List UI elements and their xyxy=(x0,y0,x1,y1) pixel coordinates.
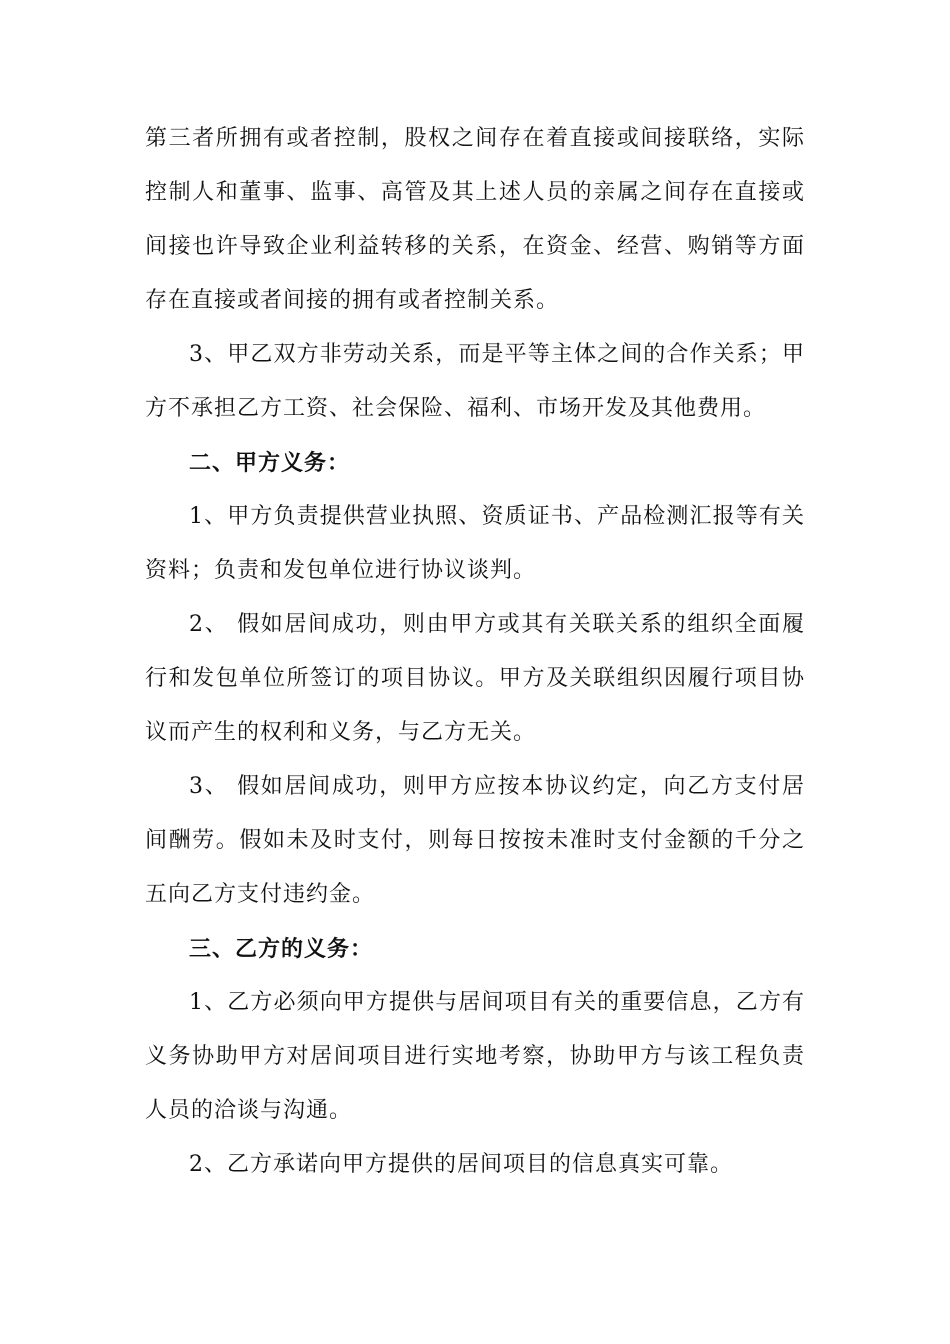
section-heading-party-b-obligations: 三、乙方的义务： xyxy=(189,936,374,962)
document-body xyxy=(145,112,805,1192)
paragraph-clause-3-1: 1、乙方必须向甲方提供与居间项目有关的重要信息，乙方有义务协助甲方对居间项目进行实地考察，协助甲方与该工程负责人员的洽谈与沟通。 xyxy=(145,990,805,1123)
paragraph-related-party-definition: 第三者所拥有或者控制，股权之间存在着直接或间接联络，实际控制人和董事、监事、高管及其上述人员的亲属之间存在直接或间接也许导致企业利益转移的关系，在资金、经营、购销等方面存在直接或者间接的拥有或者控制关系。 xyxy=(145,126,805,313)
section-heading-party-a-obligations: 二、甲方义务： xyxy=(189,450,351,476)
paragraph-clause-2-2: 2、 假如居间成功，则由甲方或其有关联关系的组织全面履行和发包单位所签订的项目协议。甲方及关联组织因履行项目协议而产生的权利和义务，与乙方无关。 xyxy=(145,612,805,745)
paragraph-clause-3-2: 2、乙方承诺向甲方提供的居间项目的信息真实可靠。 xyxy=(189,1152,733,1177)
paragraph-clause-2-1: 1、甲方负责提供营业执照、资质证书、产品检测汇报等有关资料；负责和发包单位进行协议谈判。 xyxy=(145,504,805,583)
paragraph-clause-2-3: 3、 假如居间成功，则甲方应按本协议约定，向乙方支付居间酬劳。假如未及时支付，则每日按按未准时支付金额的千分之五向乙方支付违约金。 xyxy=(145,774,805,907)
paragraph-clause-1-3: 3、甲乙双方非劳动关系，而是平等主体之间的合作关系；甲方不承担乙方工资、社会保险、福利、市场开发及其他费用。 xyxy=(145,342,805,421)
